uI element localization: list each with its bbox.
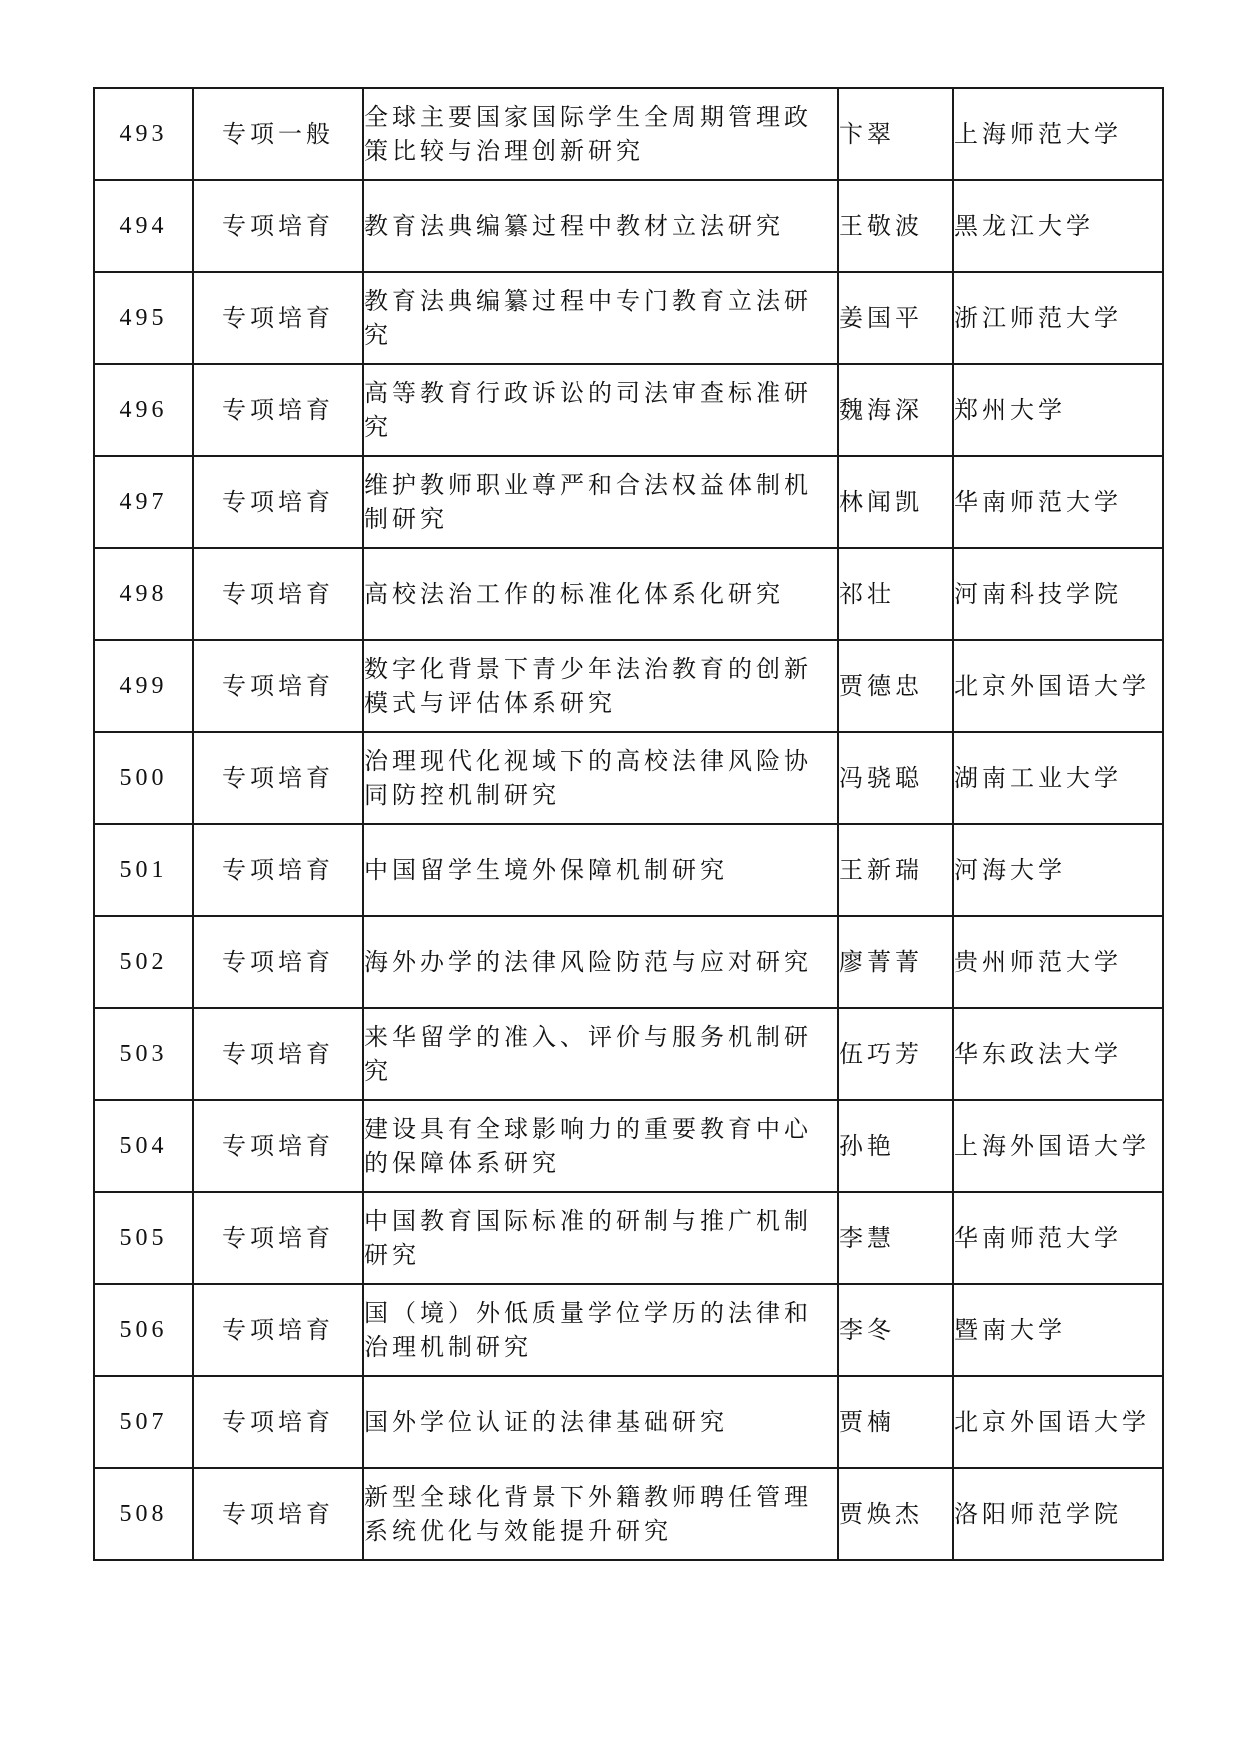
institution: 上海师范大学 (953, 88, 1163, 180)
institution: 浙江师范大学 (953, 272, 1163, 364)
table-row (94, 272, 1163, 364)
project-list-table (93, 87, 1164, 1561)
project-type: 专项培育 (193, 180, 363, 272)
project-title: 教育法典编纂过程中专门教育立法研究 (363, 272, 838, 364)
institution: 北京外国语大学 (953, 1376, 1163, 1468)
project-title: 全球主要国家国际学生全周期管理政策比较与治理创新研究 (363, 88, 838, 180)
table-row (94, 916, 1163, 1008)
project-title: 教育法典编纂过程中教材立法研究 (363, 180, 838, 272)
principal-investigator: 贾德忠 (838, 640, 953, 732)
principal-investigator: 贾楠 (838, 1376, 953, 1468)
principal-investigator: 林闻凯 (838, 456, 953, 548)
project-title: 来华留学的准入、评价与服务机制研究 (363, 1008, 838, 1100)
row-number: 503 (94, 1008, 193, 1100)
project-title: 高校法治工作的标准化体系化研究 (363, 548, 838, 640)
project-title: 海外办学的法律风险防范与应对研究 (363, 916, 838, 1008)
project-type: 专项培育 (193, 1192, 363, 1284)
table-row (94, 1008, 1163, 1100)
project-title: 中国教育国际标准的研制与推广机制研究 (363, 1192, 838, 1284)
institution: 北京外国语大学 (953, 640, 1163, 732)
row-number: 500 (94, 732, 193, 824)
project-type: 专项培育 (193, 1100, 363, 1192)
principal-investigator: 卞翠 (838, 88, 953, 180)
institution: 上海外国语大学 (953, 1100, 1163, 1192)
project-type: 专项培育 (193, 1284, 363, 1376)
project-title: 国外学位认证的法律基础研究 (363, 1376, 838, 1468)
table-row (94, 364, 1163, 456)
principal-investigator: 廖菁菁 (838, 916, 953, 1008)
institution: 华南师范大学 (953, 1192, 1163, 1284)
table-row (94, 548, 1163, 640)
institution: 黑龙江大学 (953, 180, 1163, 272)
row-number: 501 (94, 824, 193, 916)
project-title: 数字化背景下青少年法治教育的创新模式与评估体系研究 (363, 640, 838, 732)
principal-investigator: 李慧 (838, 1192, 953, 1284)
project-title: 国（境）外低质量学位学历的法律和治理机制研究 (363, 1284, 838, 1376)
project-type: 专项培育 (193, 640, 363, 732)
institution: 华南师范大学 (953, 456, 1163, 548)
principal-investigator: 魏海深 (838, 364, 953, 456)
institution: 河海大学 (953, 824, 1163, 916)
table-row (94, 732, 1163, 824)
row-number: 505 (94, 1192, 193, 1284)
principal-investigator: 李冬 (838, 1284, 953, 1376)
principal-investigator: 王敬波 (838, 180, 953, 272)
principal-investigator: 冯骁聪 (838, 732, 953, 824)
principal-investigator: 祁壮 (838, 548, 953, 640)
table-row (94, 640, 1163, 732)
project-type: 专项培育 (193, 272, 363, 364)
table-row (94, 1284, 1163, 1376)
project-type: 专项一般 (193, 88, 363, 180)
project-type: 专项培育 (193, 732, 363, 824)
project-type: 专项培育 (193, 364, 363, 456)
project-title: 新型全球化背景下外籍教师聘任管理系统优化与效能提升研究 (363, 1468, 838, 1560)
row-number: 493 (94, 88, 193, 180)
row-number: 494 (94, 180, 193, 272)
institution: 贵州师范大学 (953, 916, 1163, 1008)
principal-investigator: 贾焕杰 (838, 1468, 953, 1560)
principal-investigator: 姜国平 (838, 272, 953, 364)
project-title: 中国留学生境外保障机制研究 (363, 824, 838, 916)
project-type: 专项培育 (193, 916, 363, 1008)
project-type: 专项培育 (193, 1468, 363, 1560)
project-title: 维护教师职业尊严和合法权益体制机制研究 (363, 456, 838, 548)
project-type: 专项培育 (193, 548, 363, 640)
table-row (94, 1468, 1163, 1560)
table-row (94, 1192, 1163, 1284)
institution: 湖南工业大学 (953, 732, 1163, 824)
row-number: 495 (94, 272, 193, 364)
project-title: 治理现代化视域下的高校法律风险协同防控机制研究 (363, 732, 838, 824)
institution: 华东政法大学 (953, 1008, 1163, 1100)
table-row (94, 180, 1163, 272)
institution: 郑州大学 (953, 364, 1163, 456)
row-number: 497 (94, 456, 193, 548)
project-title: 高等教育行政诉讼的司法审查标准研究 (363, 364, 838, 456)
table-row (94, 824, 1163, 916)
table-row (94, 88, 1163, 180)
row-number: 502 (94, 916, 193, 1008)
principal-investigator: 伍巧芳 (838, 1008, 953, 1100)
project-type: 专项培育 (193, 456, 363, 548)
table-row (94, 1100, 1163, 1192)
project-title: 建设具有全球影响力的重要教育中心的保障体系研究 (363, 1100, 838, 1192)
row-number: 504 (94, 1100, 193, 1192)
project-type: 专项培育 (193, 1008, 363, 1100)
row-number: 498 (94, 548, 193, 640)
row-number: 507 (94, 1376, 193, 1468)
institution: 洛阳师范学院 (953, 1468, 1163, 1560)
row-number: 506 (94, 1284, 193, 1376)
institution: 暨南大学 (953, 1284, 1163, 1376)
row-number: 508 (94, 1468, 193, 1560)
table-row (94, 1376, 1163, 1468)
principal-investigator: 孙艳 (838, 1100, 953, 1192)
project-type: 专项培育 (193, 824, 363, 916)
table-row (94, 456, 1163, 548)
institution: 河南科技学院 (953, 548, 1163, 640)
project-type: 专项培育 (193, 1376, 363, 1468)
principal-investigator: 王新瑞 (838, 824, 953, 916)
row-number: 496 (94, 364, 193, 456)
row-number: 499 (94, 640, 193, 732)
